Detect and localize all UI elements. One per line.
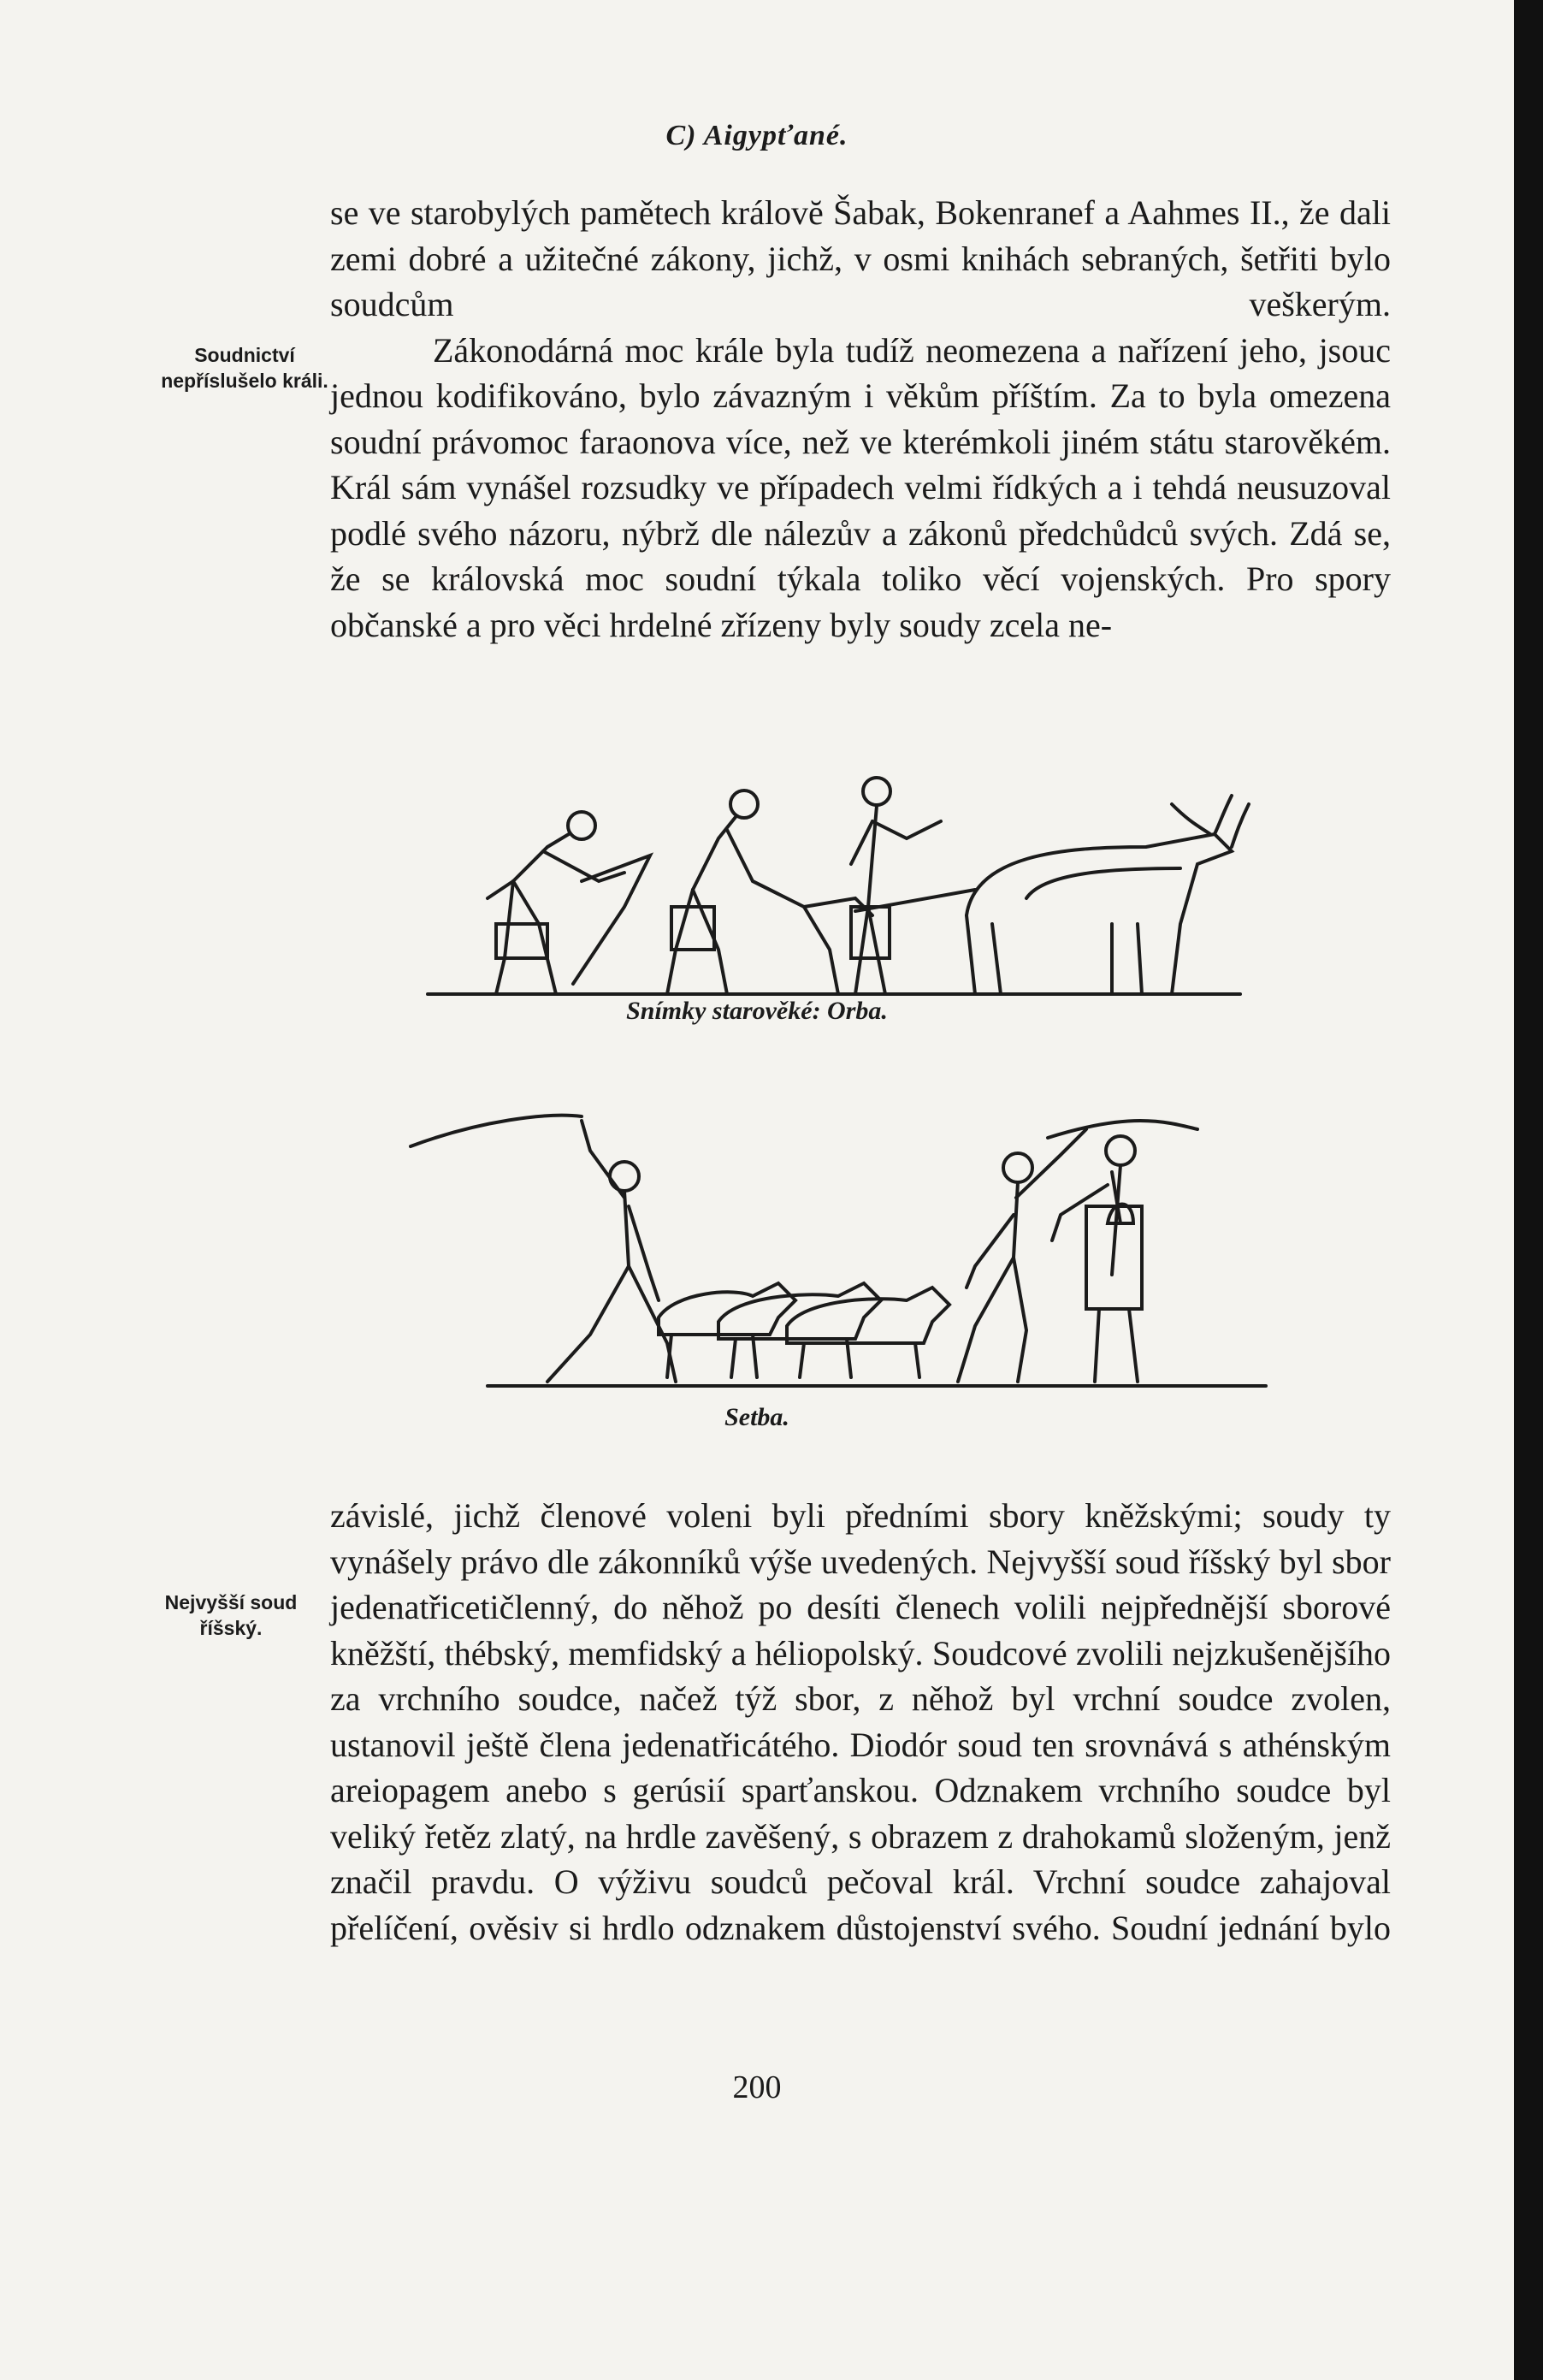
figure-caption-sowing: Setba. xyxy=(724,1403,789,1431)
page-number: 200 xyxy=(732,2069,782,2105)
paragraph-2: Zákonodárná moc krále byla tudíž neomezena a nařízení jeho, jsouc jednou kodifikováno, bylo závazným i věkům příštím. Za to byla omezena soudní právomoc faraonova více, než ve kterémkoli jiném státu starověkém. Král sám vynášel rozsudky ve případech velmi řídkých a i tehdá neusuzoval podlé svého názoru, nýbrž dle nálezův a zákonů předchůdců svých. Zdá se, že se královská moc soudní týkala toliko věcí vojenských. Pro spory občanské a pro věci hrdelné zřízeny byly soudy zcela ne- xyxy=(330,330,1391,644)
figure-caption-ploughing: Snímky starověké: Orba. xyxy=(626,997,888,1025)
margin-note-supreme-court: Nejvyšší soud říšský. xyxy=(164,1591,298,1639)
running-header: C) Aigypťané. xyxy=(665,120,848,151)
paragraph-1: se ve starobylých pamětech královĕ Šabak, Bokenranef a Aahmes II., že dali zemi dobré a užitečné zákony, jichž, v osmi knihách sebraných, šetřiti bylo soudcům veškerým. xyxy=(330,193,1391,323)
scan-border xyxy=(1514,0,1543,2380)
text-block-top xyxy=(330,190,1391,648)
text-block-bottom xyxy=(330,1493,1391,1951)
ploughing-illustration xyxy=(376,753,1334,1001)
sowing-illustration xyxy=(376,1104,1334,1394)
paragraph-3: závislé, jichž členové voleni byli předními sbory kněžskými; soudy ty vynášely právo dle zákonníků výše uvedených. Nejvyšší soud říšský byl sbor jedenatřicetičlenný, do něhož po desíti členech volili nejpřednější sborové kněžští, thébský, memfidský a héliopolský. Soudcové zvolili nejzkušenějšího za vrchního soudce, načež týž sbor, z něhož byl vrchní soudce zvolen, ustanovil ještě člena jedenatřicátého. Diodór soud ten srovnává s athénským areiopagem anebo s gerúsií sparťanskou. Odznakem vrchního soudce byl veliký řetěz zlatý, na hrdle zavěšený, s obrazem z drahokamů složeným, jenž značil pravdu. O výživu soudců pečoval král. Vrchní soudce zahajoval přelíčení, ověsiv si hrdlo odznakem důstojenství svého. Soudní jednání bylo xyxy=(330,1496,1391,1947)
margin-note-judiciary: Soudnictví nepříslušelo králi. xyxy=(161,344,328,392)
